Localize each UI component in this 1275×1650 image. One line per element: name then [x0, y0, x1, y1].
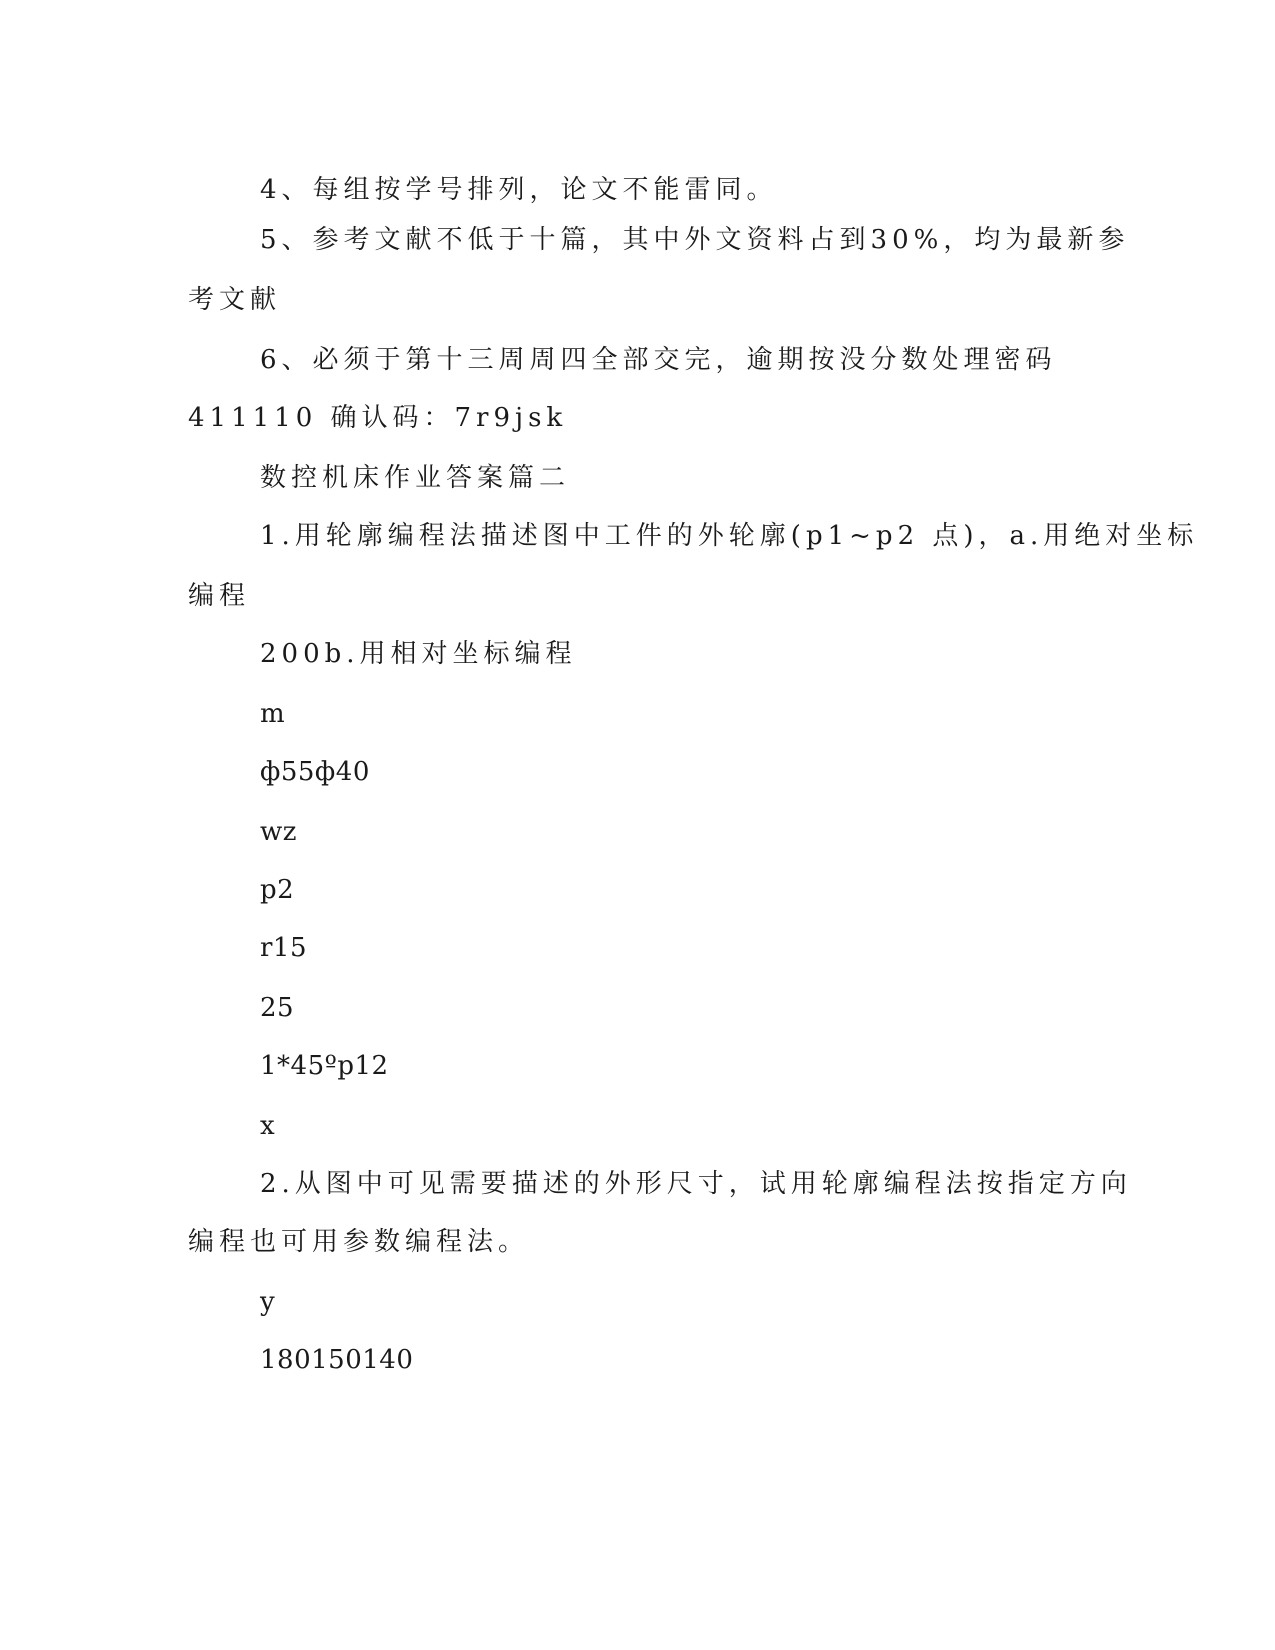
figure-label-chamfer: 1*45ºp12: [260, 1051, 389, 1081]
paragraph-item-4: 4、每组按学号排列，论文不能雷同。: [260, 175, 778, 205]
figure-label-y: y: [260, 1287, 276, 1317]
question-1: 1.用轮廓编程法描述图中工件的外轮廓(p1~p2 点)，a.用绝对坐标: [260, 521, 1199, 551]
figure-label-dimensions: 180150140: [260, 1345, 414, 1375]
figure-label-r15: r15: [260, 933, 308, 963]
paragraph-item-6: 6、必须于第十三周周四全部交完，逾期按没分数处理密码: [260, 345, 1057, 375]
paragraph-item-5: 5、参考文献不低于十篇，其中外文资料占到30%，均为最新参: [260, 225, 1130, 255]
section-heading: 数控机床作业答案篇二: [260, 463, 571, 493]
figure-label-m: m: [260, 699, 286, 729]
paragraph-item-6-continued: 411110 确认码：7r9jsk: [188, 403, 568, 433]
question-2: 2.从图中可见需要描述的外形尺寸，试用轮廓编程法按指定方向: [260, 1169, 1132, 1199]
figure-label-diameters: ф55ф40: [260, 757, 370, 787]
paragraph-item-5-continued: 考文献: [188, 285, 282, 315]
question-1-part-b: 200b.用相对坐标编程: [260, 639, 577, 669]
question-1-continued: 编程: [188, 581, 251, 611]
figure-label-x: x: [260, 1111, 276, 1141]
figure-label-p2: p2: [260, 875, 295, 905]
figure-label-25: 25: [260, 993, 295, 1023]
question-2-continued: 编程也可用参数编程法。: [188, 1227, 530, 1257]
figure-label-wz: wz: [260, 817, 297, 847]
